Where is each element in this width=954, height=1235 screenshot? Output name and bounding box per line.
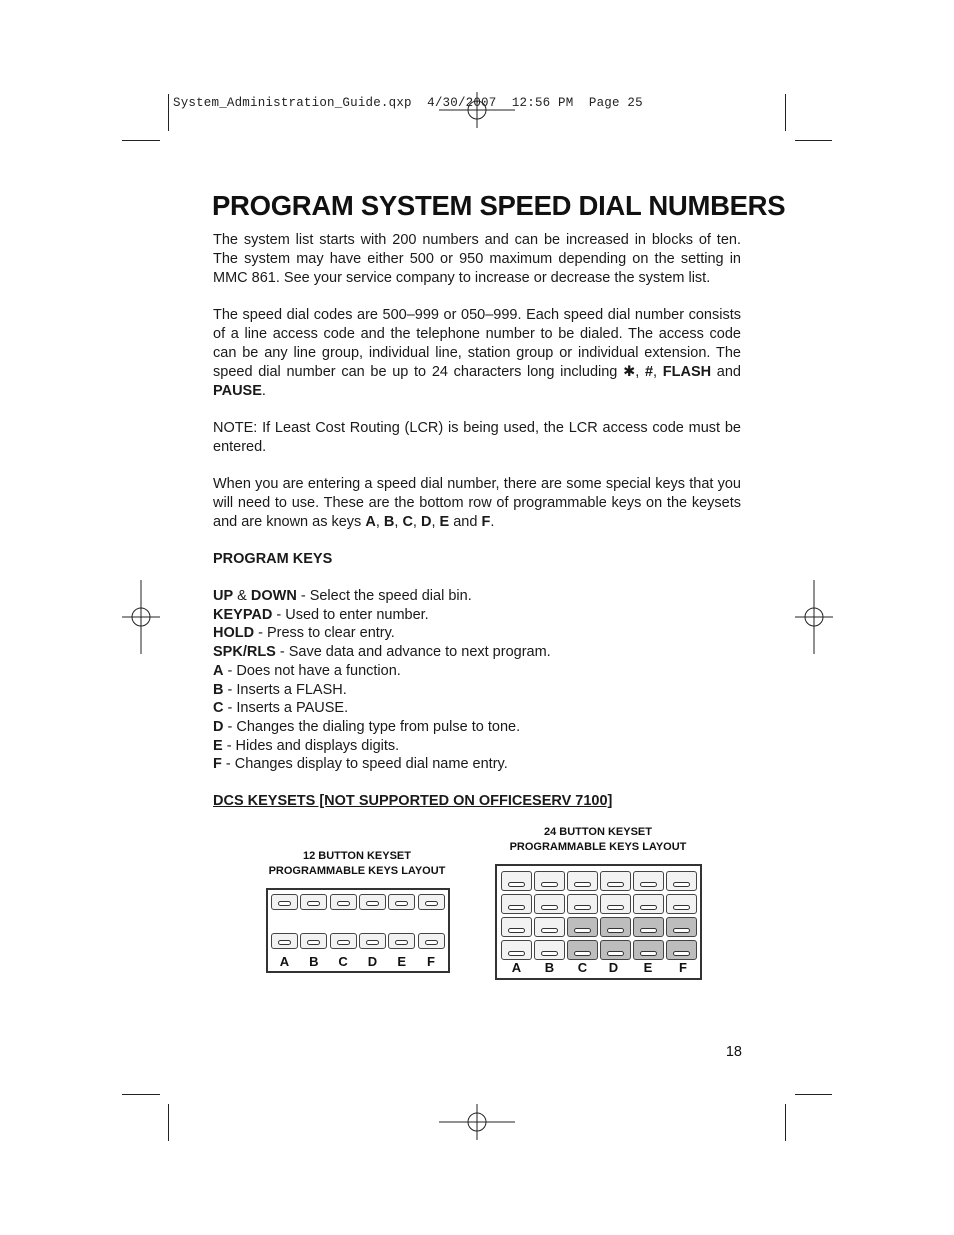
programmable-key bbox=[600, 894, 631, 914]
program-keys-heading: PROGRAM KEYS bbox=[213, 551, 333, 567]
programmable-key bbox=[600, 871, 631, 891]
key-slot bbox=[508, 905, 525, 910]
key-slot bbox=[508, 928, 525, 933]
key-slot bbox=[607, 951, 624, 956]
key-slot bbox=[673, 951, 690, 956]
separator: , bbox=[635, 364, 645, 380]
programmable-key bbox=[567, 871, 598, 891]
key-label: F bbox=[427, 954, 435, 969]
crop-mark bbox=[122, 1094, 160, 1095]
dcs-keysets-heading: DCS KEYSETS [NOT SUPPORTED ON OFFICESERV 7100] bbox=[213, 793, 613, 810]
key-c: C bbox=[402, 514, 413, 530]
caption-line: PROGRAMMABLE KEYS LAYOUT bbox=[509, 841, 687, 853]
programmable-key bbox=[501, 871, 532, 891]
programmable-key bbox=[567, 917, 598, 937]
keyset-12-caption bbox=[257, 849, 457, 879]
programmable-key bbox=[300, 894, 327, 910]
programmable-key bbox=[388, 933, 415, 949]
key-slot bbox=[607, 928, 624, 933]
key-slot bbox=[337, 901, 350, 906]
key-label: A bbox=[279, 954, 290, 969]
paragraph-special-keys bbox=[213, 475, 741, 532]
programmable-key bbox=[271, 894, 298, 910]
key-slot bbox=[574, 905, 591, 910]
key-slot bbox=[673, 928, 690, 933]
registration-mark-right bbox=[795, 580, 833, 654]
programmable-key bbox=[534, 894, 565, 914]
key-slot bbox=[425, 940, 438, 945]
key-slot bbox=[278, 940, 291, 945]
key-slot bbox=[640, 882, 657, 887]
list-item: B - Inserts a FLASH. bbox=[213, 681, 347, 698]
caption-line: 12 BUTTON KEYSET bbox=[303, 850, 411, 862]
list-item: KEYPAD - Used to enter number. bbox=[213, 606, 429, 623]
key-slot bbox=[673, 882, 690, 887]
key-label: C bbox=[338, 954, 348, 969]
separator: , bbox=[431, 514, 440, 530]
programmable-key bbox=[300, 933, 327, 949]
programmable-key bbox=[633, 871, 664, 891]
programmable-key bbox=[534, 917, 565, 937]
key-slot bbox=[337, 940, 350, 945]
key-slot bbox=[541, 905, 558, 910]
programmable-key bbox=[330, 933, 357, 949]
list-item: SPK/RLS - Save data and advance to next program. bbox=[213, 644, 551, 661]
printer-slug: System_Administration_Guide.qxp 4/30/2007 12:56 PM Page 25 bbox=[173, 96, 643, 110]
registration-mark-bottom bbox=[439, 1104, 515, 1140]
key-slot bbox=[366, 901, 379, 906]
registration-mark-top bbox=[439, 92, 515, 128]
key-slot bbox=[307, 940, 320, 945]
page-number: 18 bbox=[725, 1044, 742, 1060]
crop-mark bbox=[785, 94, 786, 131]
list-item: A - Does not have a function. bbox=[213, 662, 401, 679]
key-label: C bbox=[577, 960, 588, 975]
list-item: HOLD - Press to clear entry. bbox=[213, 625, 395, 642]
key-slot bbox=[541, 951, 558, 956]
key-slot bbox=[574, 882, 591, 887]
programmable-key bbox=[666, 940, 697, 960]
key-slot bbox=[640, 928, 657, 933]
star-key: ✱ bbox=[623, 364, 636, 380]
key-slot bbox=[541, 928, 558, 933]
key-slot bbox=[640, 951, 657, 956]
key-a: A bbox=[365, 514, 376, 530]
key-label: D bbox=[608, 960, 619, 975]
caption-line: 24 BUTTON KEYSET bbox=[544, 826, 652, 838]
programmable-key bbox=[501, 894, 532, 914]
separator: , bbox=[394, 514, 403, 530]
flash-key: FLASH bbox=[662, 364, 712, 380]
separator: and bbox=[449, 514, 482, 530]
key-f: F bbox=[481, 514, 491, 530]
paragraph-text: When you are entering a speed dial number, there are some special keys that you will need to use. These are the bottom row of programmable keys on the keysets and are known as keys bbox=[213, 476, 741, 530]
pause-key: PAUSE bbox=[213, 383, 262, 399]
key-label: D bbox=[367, 954, 378, 969]
keyset-24-caption bbox=[498, 825, 698, 855]
programmable-key bbox=[534, 940, 565, 960]
programmable-key bbox=[600, 940, 631, 960]
crop-mark bbox=[785, 1104, 786, 1141]
key-slot bbox=[607, 882, 624, 887]
key-e: E bbox=[439, 514, 450, 530]
key-label: F bbox=[679, 960, 687, 975]
crop-mark bbox=[122, 140, 160, 141]
paragraph-text: The speed dial codes are 500–999 or 050–999. Each speed dial number consists of a line access code and the telephone number to be dialed. The access code can be any line group, individual line, station group or individual extension. The speed dial number can be up to 24 characters long including bbox=[213, 307, 741, 380]
paragraph-speed-dial-codes bbox=[213, 306, 741, 401]
separator: , bbox=[412, 514, 421, 530]
key-label: E bbox=[397, 954, 407, 969]
separator: and bbox=[711, 364, 741, 380]
programmable-key bbox=[567, 894, 598, 914]
key-slot bbox=[395, 901, 408, 906]
key-slot bbox=[395, 940, 408, 945]
keyset-12-diagram bbox=[266, 888, 450, 973]
key-b: B bbox=[383, 514, 395, 530]
programmable-key bbox=[534, 871, 565, 891]
hash-key: # bbox=[644, 364, 654, 380]
paragraph-lcr-note: NOTE: If Least Cost Routing (LCR) is being used, the LCR access code must be entered. bbox=[213, 420, 741, 455]
crop-mark bbox=[168, 94, 169, 131]
key-slot bbox=[278, 901, 291, 906]
list-item: D - Changes the dialing type from pulse to tone. bbox=[213, 718, 521, 735]
programmable-key bbox=[633, 894, 664, 914]
programmable-key bbox=[633, 917, 664, 937]
crop-mark bbox=[795, 1094, 832, 1095]
programmable-key bbox=[388, 894, 415, 910]
list-item: E - Hides and displays digits. bbox=[213, 737, 400, 754]
program-keys-list bbox=[213, 587, 741, 774]
programmable-key bbox=[271, 933, 298, 949]
programmable-key bbox=[666, 894, 697, 914]
programmable-key bbox=[666, 871, 697, 891]
body-text bbox=[213, 231, 741, 811]
programmable-key bbox=[501, 940, 532, 960]
separator: , bbox=[375, 514, 384, 530]
key-slot bbox=[673, 905, 690, 910]
key-slot bbox=[607, 905, 624, 910]
programmable-key bbox=[567, 940, 598, 960]
list-item: C - Inserts a PAUSE. bbox=[213, 700, 349, 717]
key-slot bbox=[366, 940, 379, 945]
key-label: B bbox=[309, 954, 319, 969]
programmable-key bbox=[418, 933, 445, 949]
crop-mark bbox=[795, 140, 832, 141]
separator: , bbox=[653, 364, 663, 380]
programmable-key bbox=[359, 933, 386, 949]
list-item: UP & DOWN - Select the speed dial bin. bbox=[213, 588, 472, 604]
registration-mark-left bbox=[122, 580, 160, 654]
caption-line: PROGRAMMABLE KEYS LAYOUT bbox=[268, 865, 446, 877]
key-slot bbox=[640, 905, 657, 910]
key-slot bbox=[508, 882, 525, 887]
key-label: A bbox=[511, 960, 522, 975]
key-slot bbox=[508, 951, 525, 956]
key-slot bbox=[307, 901, 320, 906]
programmable-key bbox=[501, 917, 532, 937]
separator: . bbox=[490, 514, 495, 530]
keyset-24-diagram bbox=[495, 864, 702, 980]
programmable-key bbox=[633, 940, 664, 960]
separator: . bbox=[261, 383, 266, 399]
programmable-key bbox=[418, 894, 445, 910]
programmable-key bbox=[666, 917, 697, 937]
key-slot bbox=[574, 928, 591, 933]
key-d: D bbox=[420, 514, 432, 530]
key-label: B bbox=[544, 960, 555, 975]
page-title: PROGRAM SYSTEM SPEED DIAL NUMBERS bbox=[212, 190, 786, 221]
programmable-key bbox=[600, 917, 631, 937]
paragraph-system-list: The system list starts with 200 numbers and can be increased in blocks of ten. The system may have either 500 or 950 maximum depending on the setting in MMC 861. See your service company to increase or decrease the system list. bbox=[213, 232, 741, 286]
key-label: E bbox=[643, 960, 653, 975]
programmable-key bbox=[359, 894, 386, 910]
key-slot bbox=[425, 901, 438, 906]
key-slot bbox=[541, 882, 558, 887]
crop-mark bbox=[168, 1104, 169, 1141]
key-slot bbox=[574, 951, 591, 956]
list-item: F - Changes display to speed dial name entry. bbox=[213, 756, 508, 773]
programmable-key bbox=[330, 894, 357, 910]
